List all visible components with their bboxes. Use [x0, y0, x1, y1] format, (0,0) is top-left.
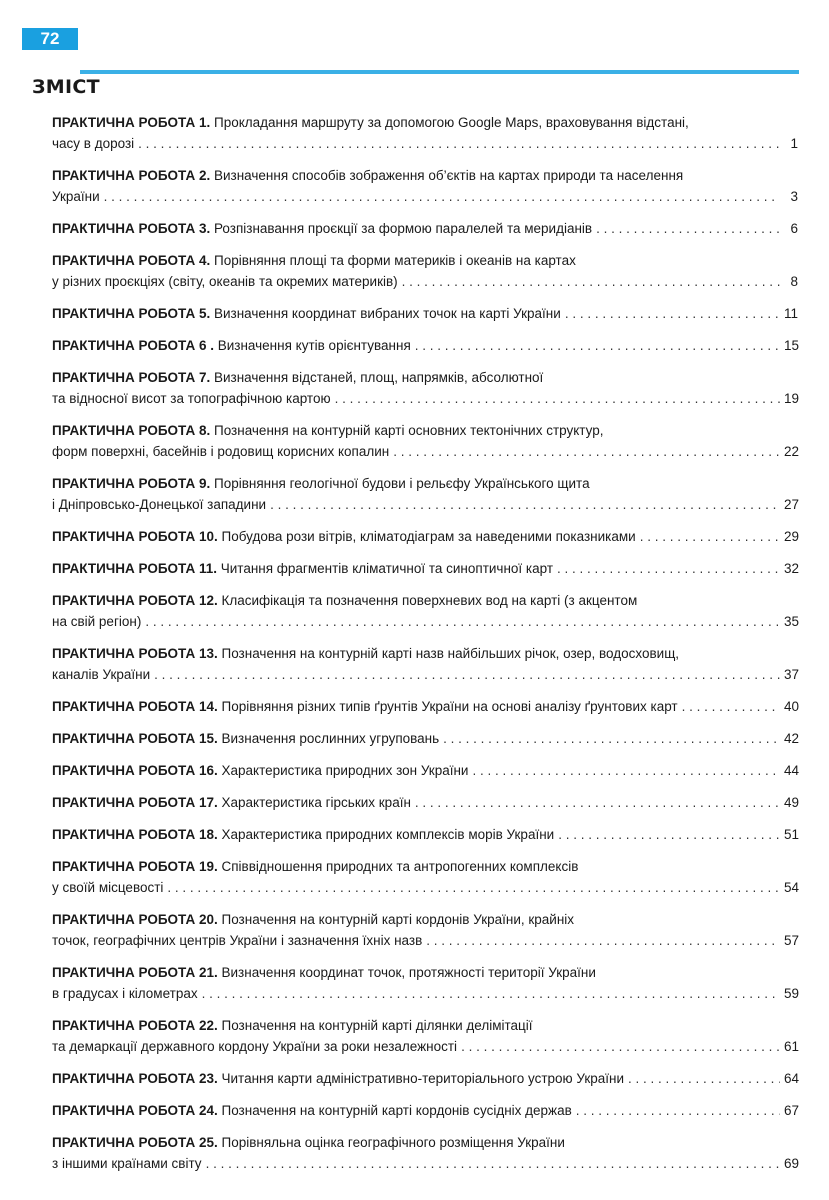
dot-leader — [167, 877, 780, 898]
entry-page-number: 64 — [784, 1071, 800, 1086]
entry-title-text: Визначення координат вибраних точок на карті України — [213, 306, 561, 321]
dot-leader — [443, 728, 780, 749]
entry-title-text: форм поверхні, басейнів і родовищ корисних копалин — [52, 444, 390, 459]
dot-leader — [426, 930, 780, 951]
toc-entry[interactable] — [52, 1068, 798, 1089]
dot-leader — [270, 494, 780, 515]
table-of-contents — [52, 112, 798, 1185]
entry-title-text: Розпізнавання проєкції за формою паралелей та меридіанів — [213, 221, 593, 236]
entry-page-number: 57 — [784, 933, 800, 948]
toc-entry[interactable] — [52, 335, 798, 356]
toc-entry[interactable] — [52, 728, 798, 749]
entry-title-text: Позначення на контурній карті основних тектонічних структур, — [213, 423, 604, 438]
entry-page-number: 54 — [784, 880, 800, 895]
page-number-badge: 72 — [22, 28, 78, 50]
entry-title-text: Позначення на контурній карті кордонів України, крайніх — [221, 912, 575, 927]
entry-page-number: 37 — [784, 667, 800, 682]
entry-title-text: в градусах і кілометрах — [52, 986, 198, 1001]
entry-title-text: на свій регіон) — [52, 614, 142, 629]
entry-title-text: Класифікація та позначення поверхневих вод на карті (з акцентом — [221, 593, 638, 608]
dot-leader — [206, 1153, 780, 1174]
entry-label: ПРАКТИЧНА РОБОТА 2. — [52, 168, 211, 183]
toc-entry[interactable] — [52, 420, 798, 462]
toc-entry[interactable] — [52, 792, 798, 813]
dot-leader — [415, 335, 780, 356]
entry-page-number: 35 — [784, 614, 800, 629]
entry-label: ПРАКТИЧНА РОБОТА 15. — [52, 731, 218, 746]
entry-title-text: Визначення координат точок, протяжності території України — [221, 965, 596, 980]
entry-page-number: 67 — [784, 1103, 800, 1118]
entry-title-text: та демаркації державного кордону України за роки незалежності — [52, 1039, 458, 1054]
entry-title-text: Позначення на контурній карті ділянки делімітації — [221, 1018, 533, 1033]
entry-page-number: 11 — [784, 306, 799, 321]
entry-title-text: каналів України — [52, 667, 151, 682]
entry-title-text: та відносної висот за топографічною картою — [52, 391, 331, 406]
entry-page-number: 15 — [784, 338, 800, 353]
entry-page-number: 61 — [784, 1039, 800, 1054]
toc-title: ЗМІСТ — [32, 76, 100, 98]
toc-entry[interactable] — [52, 1015, 798, 1057]
entry-page-number: 40 — [784, 699, 800, 714]
toc-entry[interactable] — [52, 909, 798, 951]
toc-entry[interactable] — [52, 112, 798, 154]
entry-title-text: Порівняння геологічної будови і рельєфу Українського щита — [213, 476, 590, 491]
dot-leader — [565, 303, 780, 324]
entry-page-number: 32 — [784, 561, 800, 576]
entry-title-text: Співвідношення природних та антропогенних комплексів — [221, 859, 579, 874]
entry-label: ПРАКТИЧНА РОБОТА 24. — [52, 1103, 218, 1118]
entry-title-text: часу в дорозі — [52, 136, 135, 151]
dot-leader — [154, 664, 780, 685]
dot-leader — [576, 1100, 780, 1121]
entry-page-number: 59 — [784, 986, 800, 1001]
entry-label: ПРАКТИЧНА РОБОТА 20. — [52, 912, 218, 927]
dot-leader — [558, 824, 780, 845]
entry-title-text: Побудова рози вітрів, кліматодіаграм за наведеними показниками — [221, 529, 636, 544]
dot-leader — [596, 218, 780, 239]
entry-label: ПРАКТИЧНА РОБОТА 10. — [52, 529, 218, 544]
dot-leader — [104, 186, 780, 207]
entry-title-text: Порівняння площі та форми материків і океанів на картах — [213, 253, 576, 268]
entry-page-number: 69 — [784, 1156, 800, 1171]
toc-entry[interactable] — [52, 824, 798, 845]
toc-entry[interactable] — [52, 165, 798, 207]
entry-label: ПРАКТИЧНА РОБОТА 17. — [52, 795, 218, 810]
dot-leader — [682, 696, 780, 717]
entry-label: ПРАКТИЧНА РОБОТА 4. — [52, 253, 211, 268]
toc-entry[interactable] — [52, 218, 798, 239]
entry-label: ПРАКТИЧНА РОБОТА 22. — [52, 1018, 218, 1033]
entry-label: ПРАКТИЧНА РОБОТА 11. — [52, 561, 217, 576]
entry-title-text: України — [52, 189, 100, 204]
entry-title-text: Порівняння різних типів ґрунтів України на основі аналізу ґрунтових карт — [221, 699, 678, 714]
dot-leader — [393, 441, 780, 462]
entry-title-text: Порівняльна оцінка географічного розміщення України — [221, 1135, 565, 1150]
entry-title-text: Позначення на контурній карті кордонів сусідніх держав — [221, 1103, 572, 1118]
toc-entry[interactable] — [52, 696, 798, 717]
dot-leader — [402, 271, 780, 292]
entry-title-text: Визначення кутів орієнтування — [217, 338, 411, 353]
entry-page-number: 19 — [784, 391, 800, 406]
entry-page-number: 49 — [784, 795, 800, 810]
entry-title-text: Визначення способів зображення об’єктів на картах природи та населення — [213, 168, 684, 183]
entry-title-text: Визначення рослинних угруповань — [221, 731, 440, 746]
entry-page-number: 51 — [784, 827, 800, 842]
entry-label: ПРАКТИЧНА РОБОТА 12. — [52, 593, 218, 608]
dot-leader — [461, 1036, 780, 1057]
entry-page-number: 3 — [790, 189, 798, 204]
entry-title-text: у своїй місцевості — [52, 880, 164, 895]
entry-label: ПРАКТИЧНА РОБОТА 23. — [52, 1071, 218, 1086]
entry-label: ПРАКТИЧНА РОБОТА 3. — [52, 221, 211, 236]
entry-page-number: 22 — [784, 444, 800, 459]
entry-label: ПРАКТИЧНА РОБОТА 13. — [52, 646, 218, 661]
dot-leader — [472, 760, 780, 781]
toc-entry[interactable] — [52, 1100, 798, 1121]
entry-title-text: у різних проєкціях (світу, океанів та окремих материків) — [52, 274, 398, 289]
entry-title-text: Прокладання маршруту за допомогою Google Maps, враховування відстані, — [213, 115, 689, 130]
entry-label: ПРАКТИЧНА РОБОТА 9. — [52, 476, 211, 491]
entry-label: ПРАКТИЧНА РОБОТА 16. — [52, 763, 218, 778]
dot-leader — [640, 526, 780, 547]
toc-entry[interactable] — [52, 250, 798, 292]
toc-entry[interactable] — [52, 962, 798, 1004]
toc-entry[interactable] — [52, 526, 798, 547]
entry-label: ПРАКТИЧНА РОБОТА 8. — [52, 423, 211, 438]
entry-label: ПРАКТИЧНА РОБОТА 19. — [52, 859, 218, 874]
toc-entry[interactable] — [52, 303, 798, 324]
toc-entry[interactable] — [52, 558, 798, 579]
entry-page-number: 8 — [790, 274, 798, 289]
toc-entry[interactable] — [52, 473, 798, 515]
entry-page-number: 1 — [790, 136, 798, 151]
entry-title-text: і Дніпровсько-Донецької западини — [52, 497, 267, 512]
dot-leader — [145, 611, 780, 632]
entry-title-text: Читання фрагментів кліматичної та синоптичної карт — [220, 561, 554, 576]
entry-title-text: Характеристика гірських країн — [221, 795, 411, 810]
entry-title-text: Визначення відстаней, площ, напрямків, абсолютної — [213, 370, 544, 385]
toc-entry[interactable] — [52, 856, 798, 898]
toc-entry[interactable] — [52, 643, 798, 685]
dot-leader — [557, 558, 780, 579]
entry-title-text: Позначення на контурній карті назв найбільших річок, озер, водосховищ, — [221, 646, 680, 661]
toc-entry[interactable] — [52, 367, 798, 409]
toc-entry[interactable] — [52, 1132, 798, 1174]
entry-title-text: з іншими країнами світу — [52, 1156, 202, 1171]
entry-page-number: 44 — [784, 763, 800, 778]
entry-page-number: 6 — [790, 221, 798, 236]
entry-title-text: Характеристика природних зон України — [221, 763, 469, 778]
entry-label: ПРАКТИЧНА РОБОТА 5. — [52, 306, 211, 321]
entry-label: ПРАКТИЧНА РОБОТА 14. — [52, 699, 218, 714]
entry-title-text: точок, географічних центрів України і зазначення їхніх назв — [52, 933, 423, 948]
dot-leader — [335, 388, 780, 409]
entry-label: ПРАКТИЧНА РОБОТА 25. — [52, 1135, 218, 1150]
entry-label: ПРАКТИЧНА РОБОТА 21. — [52, 965, 218, 980]
entry-label: ПРАКТИЧНА РОБОТА 7. — [52, 370, 211, 385]
entry-title-text: Читання карти адміністративно-територіального устрою України — [221, 1071, 625, 1086]
entry-label: ПРАКТИЧНА РОБОТА 6 . — [52, 338, 214, 353]
title-rule — [80, 70, 799, 74]
entry-title-text: Характеристика природних комплексів морів України — [221, 827, 555, 842]
dot-leader — [202, 983, 780, 1004]
dot-leader — [138, 133, 780, 154]
dot-leader — [628, 1068, 780, 1089]
entry-page-number: 29 — [784, 529, 800, 544]
toc-entry[interactable] — [52, 760, 798, 781]
entry-page-number: 42 — [784, 731, 800, 746]
entry-page-number: 27 — [784, 497, 800, 512]
entry-label: ПРАКТИЧНА РОБОТА 1. — [52, 115, 211, 130]
entry-label: ПРАКТИЧНА РОБОТА 18. — [52, 827, 218, 842]
toc-entry[interactable] — [52, 590, 798, 632]
dot-leader — [415, 792, 780, 813]
